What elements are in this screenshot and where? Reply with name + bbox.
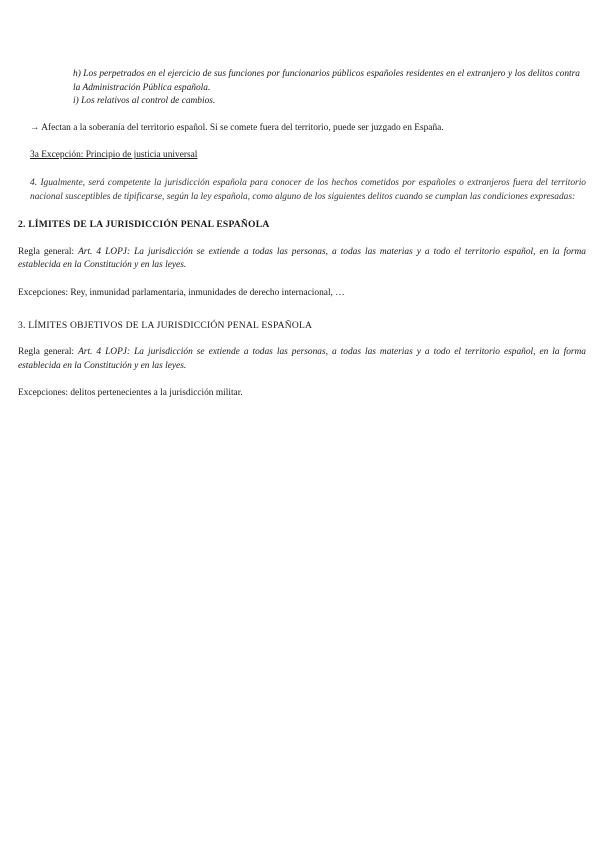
section-2-rule-label: Regla general: [18, 246, 75, 257]
section-3-exceptions: Excepciones: delitos pertenecientes a la jurisdicción militar. [18, 388, 243, 399]
list-item-i: i) Los relativos al control de cambios. [73, 96, 216, 107]
section-3-rule-label: Regla general: [18, 347, 75, 358]
exception-3-title: 3a Excepción: Principio de justicia universal [30, 150, 198, 161]
section-2-exceptions: Excepciones: Rey, inmunidad parlamentaria, inmunidades de derecho internacional, … [18, 287, 345, 298]
crime-list [18, 68, 586, 109]
sovereignty-note: → Afectan a la soberanía del territorio español. Si se comete fuera del territorio, puede ser juzgado en España. [30, 122, 444, 133]
list-item-h: h) Los perpetrados en el ejercicio de sus funciones por funcionarios públicos españoles residentes en el extranjero y los delitos contra la Administración Pública española. [73, 69, 580, 93]
section-2-rule [18, 246, 586, 273]
exception-3-paragraph: 4. Igualmente, será competente la jurisdicción española para conocer de los hechos cometidos por españoles o extranjeros fuera del territorio nacional susceptibles de tipificarse, según la ley española, como alguno de los siguientes delitos cuando se cumplan las condiciones expresadas: [30, 177, 586, 202]
section-2-rule-text: Art. 4 LOPJ: La jurisdicción se extiende a todas las personas, a todas las materias y a todo el territorio español, en la forma establecida en la Constitución y en las leyes. [18, 246, 586, 271]
section-3-heading: 3. LÍMITES OBJETIVOS DE LA JURISDICCIÓN PENAL ESPAÑOLA [18, 319, 313, 331]
section-3-rule [18, 346, 586, 373]
section-3-rule-text: Art. 4 LOPJ: La jurisdicción se extiende a todas las personas, a todas las materias y a todo el territorio español, en la forma establecida en la Constitución y en las leyes. [18, 347, 586, 371]
section-2-heading: 2. LÍMITES DE LA JURISDICCIÓN PENAL ESPAÑOLA [18, 219, 270, 231]
